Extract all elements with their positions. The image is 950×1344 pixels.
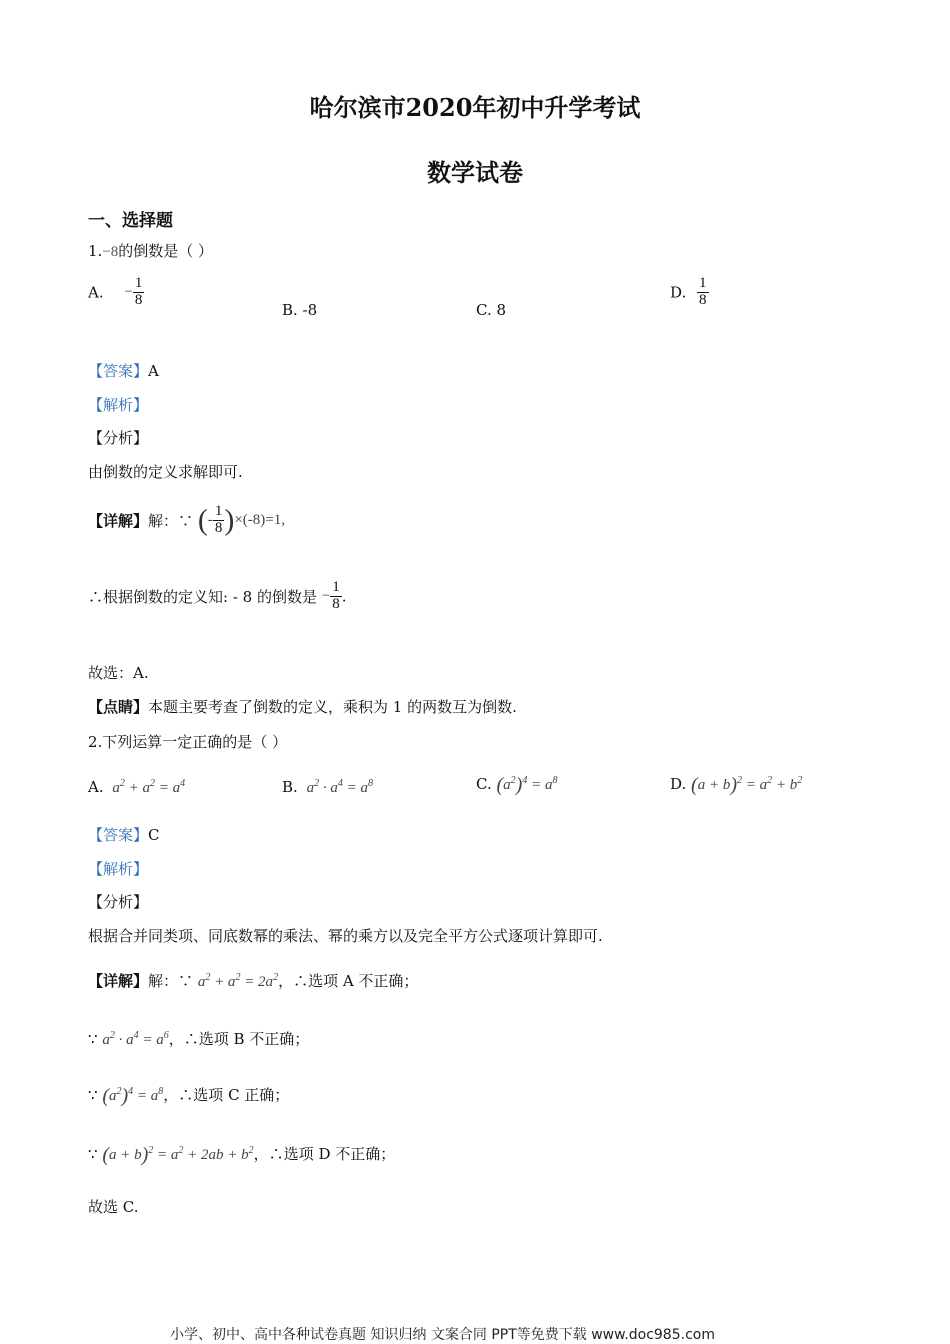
math-expression: $a^2 \cdot a^4 = a^6$ — [102, 1030, 169, 1048]
answer-tag: 【答案】 — [88, 362, 149, 380]
detail-text: ，∴选项 D 不正确； — [253, 1145, 396, 1163]
q1-option-d — [670, 276, 709, 309]
fraction: $\frac{1}{8}$ — [134, 275, 143, 308]
q1-answer — [88, 360, 159, 381]
page-title: 哈尔滨市2020年初中升学考试 — [309, 93, 641, 122]
q1-analysis: 由倒数的定义求解即可. — [88, 463, 243, 481]
q1-detail — [88, 504, 285, 537]
q2-detail-d — [88, 1143, 395, 1167]
q1-option-a — [88, 276, 144, 309]
detail-text: ，∴选项 C 正确； — [163, 1086, 290, 1104]
because-symbol: ∵ — [88, 1030, 98, 1048]
detail-prefix: 解：∵ — [148, 972, 194, 990]
q1-choose: 故选：A. — [88, 664, 149, 682]
because-symbol: ∵ — [88, 1086, 98, 1104]
q1-option-b: B. -8 — [282, 301, 318, 319]
minus-sign: − — [321, 587, 331, 604]
detail-tag: 【详解】 — [88, 972, 149, 990]
answer-tag: 【答案】 — [88, 826, 149, 844]
math-expression: $(a + b)^2 = a^2 + b^2$ — [691, 774, 803, 796]
answer-value: A — [148, 362, 159, 380]
q2-detail-c — [88, 1084, 289, 1108]
option-label: C. — [476, 775, 492, 793]
dianjing-tag: 【点睛】 — [88, 698, 149, 716]
right-paren: ) — [224, 503, 235, 537]
q1-fenxi-tag: 【分析】 — [88, 429, 149, 447]
detail-expression: ×(-8)=1, — [234, 511, 285, 528]
q2-analysis: 根据合并同类项、同底数幂的乘法、幂的乘方以及完全平方公式逐项计算即可. — [88, 927, 603, 945]
q1-dianjing — [88, 696, 517, 717]
fraction: $\frac{1}{8}$ — [699, 275, 707, 308]
q2-detail-b — [88, 1028, 309, 1049]
q1-jiexi-tag: 【解析】 — [88, 396, 149, 414]
detail-text: ，∴选项 B 不正确； — [168, 1030, 310, 1048]
math-expression: $a^2 \cdot a^4 = a^8$ — [306, 778, 373, 796]
option-label: D. — [670, 775, 687, 793]
dianjing-text: 本题主要考查了倒数的定义，乘积为 1 的两数互为倒数. — [148, 698, 517, 716]
math-expression: $a^2 + a^2 = a^4$ — [112, 778, 186, 796]
option-label: A. — [88, 283, 104, 302]
q2-option-a — [88, 778, 185, 797]
because-symbol: ∵ — [88, 1145, 98, 1163]
math-expression: $a^2 + a^2 = 2a^2$ — [197, 972, 279, 990]
detail-tag: 【详解】 — [88, 511, 149, 530]
page-subtitle: 数学试卷 — [427, 158, 523, 187]
q2-fenxi-tag: 【分析】 — [88, 893, 149, 911]
question-2-stem: 2.下列运算一定正确的是（ ） — [88, 733, 288, 751]
q1-option-c: C. 8 — [476, 301, 507, 319]
question-number: 1. — [88, 242, 103, 260]
minus-sign: - — [207, 511, 213, 528]
q2-answer — [88, 824, 160, 845]
left-paren: ( — [197, 503, 208, 537]
q2-option-c — [476, 774, 557, 797]
fraction: $\frac{1}{8}$ — [332, 579, 340, 612]
math-expression: $(a + b)^2 = a^2 + 2ab + b^2$ — [102, 1144, 254, 1166]
q2-jiexi-tag: 【解析】 — [88, 860, 149, 878]
q2-option-d — [670, 774, 802, 797]
section-heading: 一、选择题 — [88, 211, 173, 231]
option-label: D. — [670, 283, 687, 302]
q1-conclusion — [88, 580, 347, 613]
option-label: A. — [88, 778, 104, 796]
fraction: $\frac{1}{8}$ — [214, 503, 223, 536]
detail-prefix: 解：∵ — [148, 511, 194, 530]
conclusion-text: ∴根据倒数的定义知: - 8 的倒数是 — [88, 587, 317, 606]
math-expression: $(a^2)^4 = a^8$ — [102, 1085, 164, 1107]
answer-value: C — [148, 826, 160, 844]
minus-sign: − — [124, 283, 133, 300]
q2-detail-a — [88, 970, 418, 991]
period: . — [341, 587, 347, 606]
q2-option-b — [282, 778, 373, 797]
page-footer: 小学、初中、高中各种试卷真题 知识归纳 文案合同 PPT等免费下载 www.doc985.com — [170, 1327, 715, 1343]
detail-text: ，∴选项 A 不正确； — [278, 972, 419, 990]
q2-choose: 故选 C. — [88, 1198, 139, 1216]
math-value: −8 — [102, 244, 119, 260]
math-expression: $(a^2)^4 = a^8$ — [496, 774, 558, 796]
question-1-stem — [88, 240, 213, 261]
stem-text: 的倒数是（ ） — [118, 242, 214, 260]
option-label: B. — [282, 778, 298, 796]
